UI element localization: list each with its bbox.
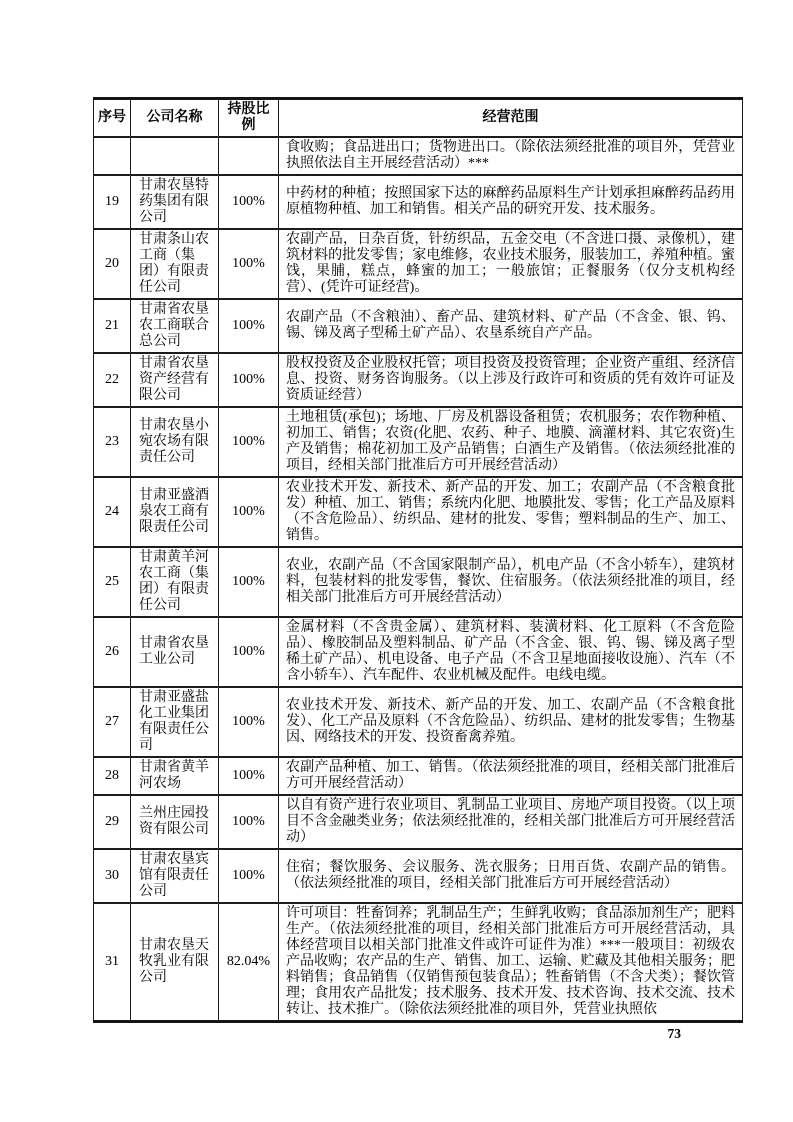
- table-header-row: [94, 99, 743, 138]
- cell-serial-number: 25: [94, 547, 131, 617]
- table-row: [94, 757, 743, 795]
- cell-business-scope: 食收购；食品进出口；货物进出口。（除依法须经批准的项目外，凭营业执照依法自主开展经营活动）***: [279, 137, 743, 175]
- cell-company-name: 甘肃亚盛盐化工业集团有限责任公司: [131, 687, 219, 757]
- cell-shareholding-ratio: 100%: [219, 477, 279, 547]
- cell-company-name: 甘肃亚盛酒泉农工商有限责任公司: [131, 477, 219, 547]
- cell-serial-number: 27: [94, 687, 131, 757]
- cell-serial-number: 24: [94, 477, 131, 547]
- cell-serial-number: 20: [94, 229, 131, 299]
- table-row: [94, 617, 743, 687]
- cell-business-scope: 中药材的种植；按照国家下达的麻醉药品原料生产计划承担麻醉药品药用原植物种植、加工和销售。相关产品的研究开发、技术服务。: [279, 175, 743, 229]
- cell-serial-number: 28: [94, 757, 131, 795]
- cell-company-name: 甘肃农垦小宛农场有限责任公司: [131, 407, 219, 477]
- cell-shareholding-ratio: 100%: [219, 175, 279, 229]
- cell-company-name: 甘肃省农垦农工商联合总公司: [131, 299, 219, 353]
- cell-serial-number: 29: [94, 795, 131, 849]
- header-business-scope: 经营范围: [279, 99, 743, 138]
- cell-business-scope: 农副产品，日杂百货，针纺织品，五金交电（不含进口摄、录像机），建筑材料的批发零售；家电维修，农业技术服务，服装加工，养殖种植。蜜饯，果脯，糕点，蜂蜜的加工；一般旅馆；正餐服务（仅分支机构经营）、(凭许可证经营)。: [279, 229, 743, 299]
- cell-business-scope: 金属材料（不含贵金属）、建筑材料、装潢材料、化工原料（不含危险品）、橡胶制品及塑料制品、矿产品（不含金、银、钨、锡、锑及离子型稀土矿产品）、机电设备、电子产品（不含卫星地面接收设施）、汽车（不含小轿车）、汽车配件、农业机械及配件。电线电缆。: [279, 617, 743, 687]
- table-row: [94, 795, 743, 849]
- cell-business-scope: 许可项目：牲畜饲养；乳制品生产；生鲜乳收购；食品添加剂生产；肥料生产。（依法须经批准的项目，经相关部门批准后方可开展经营活动，具体经营项目以相关部门批准文件或许可证件为准）***一般项目：初级农产品收购；农产品的生产、销售、加工、运输、贮藏及其他相关服务；肥料销售；食品销售（仅销售预包装食品）；牲畜销售（不含犬类）；餐饮管理；食用农产品批发；技术服务、技术开发、技术咨询、技术交流、技术转让、技术推广。（除依法须经批准的项目外，凭营业执照依: [279, 903, 743, 1022]
- table-row: [94, 407, 743, 477]
- table-row: [94, 477, 743, 547]
- header-company-name: 公司名称: [131, 99, 219, 138]
- table-row: [94, 299, 743, 353]
- table-row: [94, 903, 743, 1022]
- cell-company-name: 甘肃省农垦资产经营有限公司: [131, 353, 219, 407]
- cell-shareholding-ratio: 100%: [219, 353, 279, 407]
- cell-shareholding-ratio: 100%: [219, 795, 279, 849]
- table-body: [94, 137, 743, 1022]
- page-number: 73: [667, 1026, 681, 1041]
- table-row: [94, 229, 743, 299]
- table-row: [94, 353, 743, 407]
- cell-shareholding-ratio: 100%: [219, 299, 279, 353]
- cell-business-scope: 农业技术开发、新技术、新产品的开发、加工；农副产品（不含粮食批发）种植、加工、销售；系统内化肥、地膜批发、零售；化工产品及原料（不含危险品）、纺织品、建材的批发、零售；塑料制品的生产、加工、销售。: [279, 477, 743, 547]
- cell-company-name: 甘肃省黄羊河农场: [131, 757, 219, 795]
- table-header: [94, 99, 743, 138]
- table-row: [94, 137, 743, 175]
- cell-serial-number: 31: [94, 903, 131, 1022]
- cell-company-name: 甘肃农垦天牧乳业有限公司: [131, 903, 219, 1022]
- cell-shareholding-ratio: 100%: [219, 547, 279, 617]
- cell-business-scope: 股权投资及企业股权托管；项目投资及投资管理；企业资产重组、经济信息、投资、财务咨询服务。（以上涉及行政许可和资质的凭有效许可证及资质证经营）: [279, 353, 743, 407]
- cell-business-scope: 住宿；餐饮服务、会议服务、洗衣服务；日用百货、农副产品的销售。（依法须经批准的项目，经相关部门批准后方可开展经营活动）: [279, 849, 743, 903]
- cell-shareholding-ratio: 100%: [219, 687, 279, 757]
- table-row: [94, 687, 743, 757]
- header-shareholding-ratio: 持股比例: [219, 99, 279, 138]
- cell-company-name: [131, 137, 219, 175]
- cell-company-name: 兰州庄园投资有限公司: [131, 795, 219, 849]
- cell-shareholding-ratio: 100%: [219, 757, 279, 795]
- cell-shareholding-ratio: 100%: [219, 407, 279, 477]
- cell-serial-number: 19: [94, 175, 131, 229]
- cell-company-name: 甘肃省农垦工业公司: [131, 617, 219, 687]
- cell-serial-number: 30: [94, 849, 131, 903]
- cell-business-scope: 农业技术开发、新技术、新产品的开发、加工、农副产品（不含粮食批发）、化工产品及原料（不含危险品）、纺织品、建材的批发零售；生物基因、网络技术的开发、投资畜禽养殖。: [279, 687, 743, 757]
- cell-business-scope: 土地租赁(承包)；场地、厂房及机器设备租赁；农机服务；农作物种植、初加工、销售；农资(化肥、农药、种子、地膜、滴灌材料、其它农资)生产及销售；棉花初加工及产品销售；白酒生产及销售。（依法须经批准的项目，经相关部门批准后方可开展经营活动）: [279, 407, 743, 477]
- table-row: [94, 547, 743, 617]
- cell-company-name: 甘肃农垦宾馆有限责任公司: [131, 849, 219, 903]
- cell-serial-number: 26: [94, 617, 131, 687]
- header-serial-number: 序号: [94, 99, 131, 138]
- cell-shareholding-ratio: 100%: [219, 617, 279, 687]
- cell-serial-number: 22: [94, 353, 131, 407]
- cell-business-scope: 农业，农副产品（不含国家限制产品），机电产品（不含小轿车），建筑材料，包装材料的批发零售，餐饮、住宿服务。（依法须经批准的项目，经相关部门批准后方可开展经营活动）: [279, 547, 743, 617]
- table-row: [94, 849, 743, 903]
- cell-shareholding-ratio: [219, 137, 279, 175]
- cell-business-scope: 农副产品（不含粮油）、畜产品、建筑材料、矿产品（不含金、银、钨、锡、锑及离子型稀土矿产品）、农垦系统自产产品。: [279, 299, 743, 353]
- cell-shareholding-ratio: 100%: [219, 849, 279, 903]
- cell-shareholding-ratio: 100%: [219, 229, 279, 299]
- cell-business-scope: 以自有资产进行农业项目、乳制品工业项目、房地产项目投资。（以上项目不含金融类业务；依法须经批准的，经相关部门批准后方可开展经营活动）: [279, 795, 743, 849]
- cell-serial-number: 21: [94, 299, 131, 353]
- cell-company-name: 甘肃农垦特药集团有限公司: [131, 175, 219, 229]
- cell-company-name: 甘肃条山农工商（集团）有限责任公司: [131, 229, 219, 299]
- table-row: [94, 175, 743, 229]
- subsidiaries-table: [93, 97, 743, 1023]
- cell-shareholding-ratio: 82.04%: [219, 903, 279, 1022]
- cell-business-scope: 农副产品种植、加工、销售。（依法须经批准的项目，经相关部门批准后方可开展经营活动）: [279, 757, 743, 795]
- cell-serial-number: 23: [94, 407, 131, 477]
- cell-company-name: 甘肃黄羊河农工商（集团）有限责任公司: [131, 547, 219, 617]
- cell-serial-number: [94, 137, 131, 175]
